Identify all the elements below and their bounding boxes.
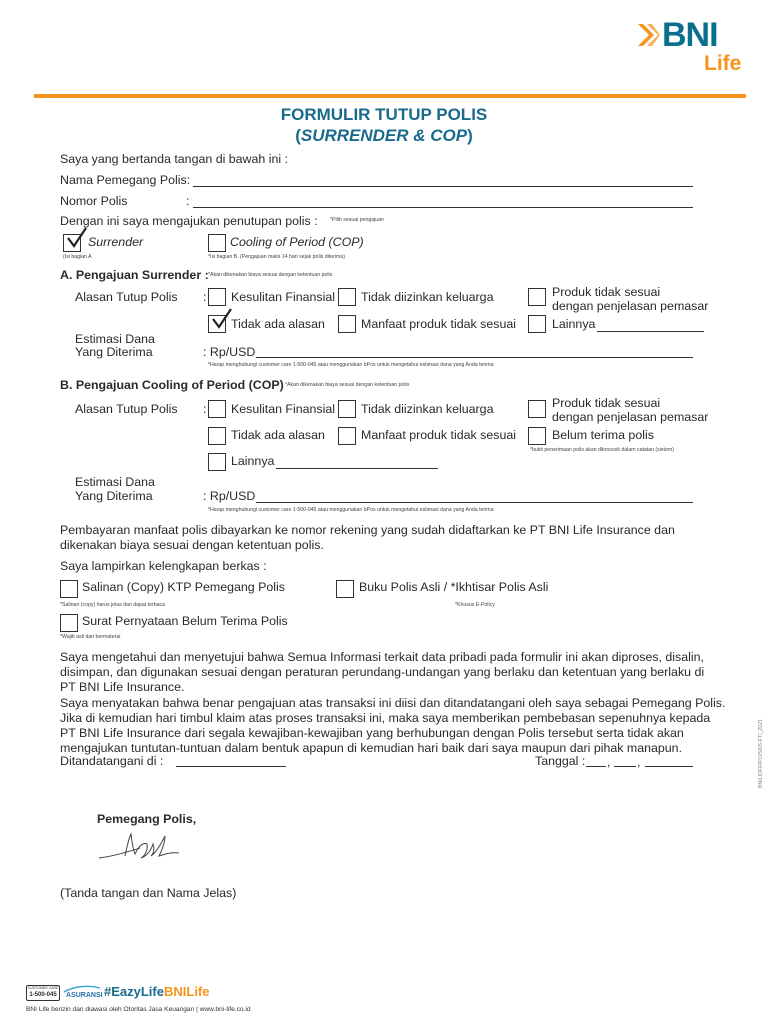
a-financial-checkbox[interactable] xyxy=(208,288,226,306)
asuransi-logo xyxy=(62,985,102,1001)
b-other-checkbox[interactable] xyxy=(208,453,226,471)
b-estimate-field[interactable] xyxy=(256,502,693,503)
customer-care-number: 1-500-045 xyxy=(29,992,57,998)
a-other-label: Lainnya xyxy=(552,317,596,331)
signing-place-field[interactable] xyxy=(176,766,286,767)
surrender-checkbox[interactable] xyxy=(63,234,81,252)
bni-logo-icon xyxy=(636,20,662,50)
cop-label: Cooling of Period (COP) xyxy=(230,235,364,249)
form-title xyxy=(0,104,768,146)
cop-checkbox[interactable] xyxy=(208,234,226,252)
date-day-field[interactable] xyxy=(586,766,606,767)
checkmark-icon xyxy=(65,227,87,249)
b-other-label: Lainnya xyxy=(231,454,275,468)
a-benefit-label: Manfaat produk tidak sesuai xyxy=(361,317,516,331)
book-note: *Khusus E-Policy xyxy=(455,602,495,608)
a-other-field[interactable] xyxy=(597,331,704,332)
surrender-label: Surrender xyxy=(88,235,144,249)
consent-p2-line-3: PT BNI Life Insurance dari segala kewajiban-kewajiban yang berhubungan dengan Polis tersebut serta tidak akan xyxy=(60,726,684,740)
holder-sign-label: Pemegang Polis, xyxy=(97,812,197,826)
holder-label: Nama Pemegang Polis: xyxy=(60,173,191,187)
attachments-title: Saya lampirkan kelengkapan berkas : xyxy=(60,559,267,573)
section-b-note: *Akan dikenakan biaya sesuai dengan ketentuan polis xyxy=(285,382,410,388)
b-mismatch-label-1: Produk tidak sesuai xyxy=(552,396,661,410)
section-b-colon: : xyxy=(203,402,207,416)
b-estimate-label-2: Yang Diterima xyxy=(75,489,153,503)
b-mismatch-checkbox[interactable] xyxy=(528,400,546,418)
policy-colon: : xyxy=(186,194,190,208)
section-a-reason-label: Alasan Tutup Polis xyxy=(75,290,178,304)
a-currency: : Rp/USD xyxy=(203,345,256,359)
consent-p2-line-1: Saya menyatakan bahwa benar pengajuan atas transaksi ini diisi dan ditandatangani oleh saya sebagai Pemegang Polis. xyxy=(60,696,726,710)
b-currency: : Rp/USD xyxy=(203,489,256,503)
signing-place-label: Ditandatangani di : xyxy=(60,754,164,768)
checkmark-icon xyxy=(210,308,232,330)
letter-note: *Wajib asli dan bermaterai xyxy=(60,634,121,640)
policy-number-field[interactable] xyxy=(193,207,693,208)
customer-care-small: CUSTOMER CARE xyxy=(27,986,59,990)
consent-p1-line-3: PT BNI Life Insurance. xyxy=(60,680,185,694)
a-mismatch-checkbox[interactable] xyxy=(528,288,546,306)
a-no-reason-label: Tidak ada alasan xyxy=(231,317,325,331)
asuransi-text: ASURANSI xyxy=(66,992,103,999)
logo-brand: BNI xyxy=(662,16,718,54)
book-label: Buku Polis Asli / *Ikhtisar Polis Asli xyxy=(359,580,549,594)
a-estimate-label-2: Yang Diterima xyxy=(75,345,153,359)
letter-label: Surat Pernyataan Belum Terima Polis xyxy=(82,614,288,628)
date-sep-2: , xyxy=(637,755,641,769)
a-mismatch-label-1: Produk tidak sesuai xyxy=(552,285,661,299)
b-financial-checkbox[interactable] xyxy=(208,400,226,418)
b-benefit-label: Manfaat produk tidak sesuai xyxy=(361,428,516,442)
a-family-checkbox[interactable] xyxy=(338,288,356,306)
hashtag-prefix: #EazyLife xyxy=(104,984,164,999)
company-logo xyxy=(636,16,746,80)
section-a-title: A. Pengajuan Surrender : xyxy=(60,268,209,282)
section-a-colon: : xyxy=(203,290,207,304)
request-note: *Pilih sesuai pengajuan xyxy=(330,217,384,223)
header-rule xyxy=(34,94,746,98)
book-checkbox[interactable] xyxy=(336,580,354,598)
a-estimate-note: *Harap menghubungi customer care 1-500-045 atau menggunakan bPos untuk mengetahui estimasi dana yang Anda terima xyxy=(208,362,494,368)
letter-checkbox[interactable] xyxy=(60,614,78,632)
a-no-reason-checkbox[interactable] xyxy=(208,315,226,333)
consent-p2-line-4: mengajukan tuntutan-tuntuan dalam bentuk apapun di kemudian hari baik dari saya maupun dari pihak manapun. xyxy=(60,741,683,755)
payment-line-2: dikenakan biaya sesuai dengan ketentuan polis. xyxy=(60,538,324,552)
consent-p1-line-2: disimpan, dan digunakan sesuai dengan peraturan perundang-undangan yang berlaku dan ketentuan yang berlaku di xyxy=(60,665,705,679)
a-mismatch-label-2: dengan penjelasan pemasar xyxy=(552,299,709,313)
b-not-received-checkbox[interactable] xyxy=(528,427,546,445)
b-family-label: Tidak diizinkan keluarga xyxy=(361,402,494,416)
date-sep-1: , xyxy=(607,755,611,769)
signature-icon xyxy=(95,826,185,866)
request-text: Dengan ini saya mengajukan penutupan polis : xyxy=(60,214,318,228)
b-mismatch-label-2: dengan penjelasan pemasar xyxy=(552,410,709,424)
a-estimate-field[interactable] xyxy=(256,357,693,358)
b-no-reason-label: Tidak ada alasan xyxy=(231,428,325,442)
side-document-code: BNILIOFR/PO/SNS-FT/_2021 xyxy=(758,719,764,788)
title-line-2: (SURRENDER & COP) xyxy=(295,126,473,145)
b-estimate-note: *Harap menghubungi customer care 1-500-045 atau menggunakan bPos untuk mengetahui estimasi dana yang Anda terima xyxy=(208,507,494,513)
consent-p1-line-1: Saya mengetahui dan menyetujui bahwa Semua Informasi terkait data pribadi pada formulir ini akan diproses, disalin, xyxy=(60,650,704,664)
a-other-checkbox[interactable] xyxy=(528,315,546,333)
a-benefit-checkbox[interactable] xyxy=(338,315,356,333)
a-estimate-label-1: Estimasi Dana xyxy=(75,332,155,346)
surrender-note: (Isi bagian A xyxy=(63,254,92,260)
consent-p2-line-2: Jika di kemudian hari timbul klaim atas proses transaksi ini, maka saya memberikan pembebasan sepenuhnya kepada xyxy=(60,711,711,725)
date-year-field[interactable] xyxy=(645,766,693,767)
holder-name-field[interactable] xyxy=(193,186,693,187)
section-a-note: *Akan dikenakan biaya sesuai dengan ketentuan polis xyxy=(208,272,333,278)
payment-line-1: Pembayaran manfaat polis dibayarkan ke nomor rekening yang sudah didaftarkan ke PT BNI Life Insurance dan xyxy=(60,523,675,537)
a-family-label: Tidak diizinkan keluarga xyxy=(361,290,494,304)
date-month-field[interactable] xyxy=(614,766,636,767)
b-not-received-note: *bukti penerimaan polis akan dikroscek dalam catatan (sistem) xyxy=(530,447,674,453)
b-estimate-label-1: Estimasi Dana xyxy=(75,475,155,489)
section-b-reason-label: Alasan Tutup Polis xyxy=(75,402,178,416)
footer-legal: BNI Life berizin dan diawasi oleh Otoritas Jasa Keuangan | www.bni-life.co.id xyxy=(26,1006,251,1013)
section-b-title: B. Pengajuan Cooling of Period (COP) xyxy=(60,378,284,392)
policy-label: Nomor Polis xyxy=(60,194,128,208)
customer-care-badge xyxy=(26,985,60,1001)
hashtag xyxy=(104,984,209,999)
b-other-field[interactable] xyxy=(276,468,438,469)
hashtag-brand: BNILife xyxy=(163,984,210,999)
a-financial-label: Kesulitan Finansial xyxy=(231,290,336,304)
ktp-label: Salinan (Copy) KTP Pemegang Polis xyxy=(82,580,285,594)
b-financial-label: Kesulitan Finansial xyxy=(231,402,336,416)
b-benefit-checkbox[interactable] xyxy=(338,427,356,445)
ktp-note: *Salinan (copy) harus jelas dan dapat terbaca xyxy=(60,602,165,608)
b-family-checkbox[interactable] xyxy=(338,400,356,418)
cop-note: *Isi bagian B. (Pengajuan maks 14 hari sejak polis diterima) xyxy=(208,254,345,260)
b-not-received-label: Belum terima polis xyxy=(552,428,654,442)
intro-text: Saya yang bertanda tangan di bawah ini : xyxy=(60,152,289,166)
logo-sub: Life xyxy=(704,52,742,75)
signing-date-label: Tanggal : xyxy=(535,754,586,768)
title-line-1: FORMULIR TUTUP POLIS xyxy=(280,105,488,124)
signature-caption: (Tanda tangan dan Nama Jelas) xyxy=(60,886,237,900)
ktp-checkbox[interactable] xyxy=(60,580,78,598)
b-no-reason-checkbox[interactable] xyxy=(208,427,226,445)
